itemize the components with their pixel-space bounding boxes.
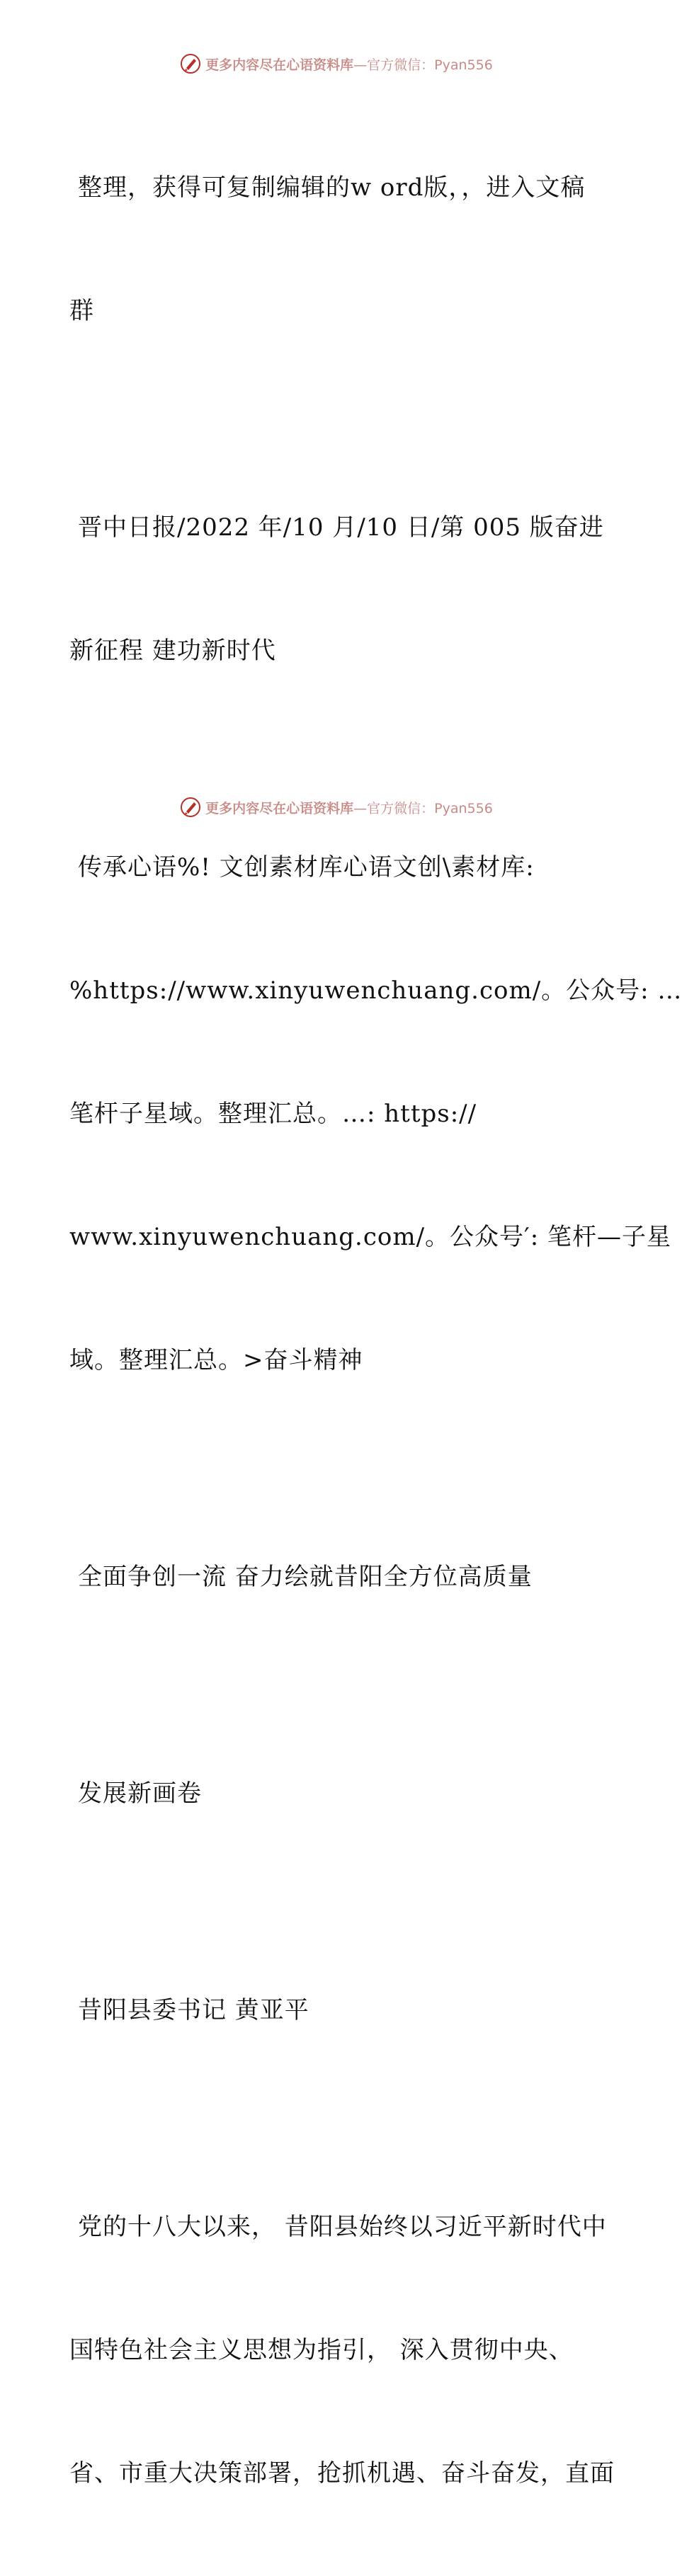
pen-logo-icon	[180, 797, 201, 818]
watermark-rest: —官方微信：Pyan556	[353, 57, 493, 73]
watermark-rest: —官方微信：Pyan556	[353, 800, 493, 816]
paragraph	[69, 765, 682, 1463]
text-line: 发展新画卷	[78, 1779, 202, 1808]
paragraph	[69, 85, 608, 414]
text-line: 党的十八大以来， 昔阳县始终以习近平新时代中	[78, 2213, 607, 2241]
text-line: 全面争创一流 奋力绘就昔阳全方位高质量	[78, 1563, 533, 1591]
text-line: 昔阳县委书记 黄亚平	[78, 1996, 309, 2024]
watermark-text	[205, 55, 493, 74]
text-line: 域。整理汇总。>奋斗精神	[69, 1346, 363, 1374]
watermark-banner-top	[0, 50, 673, 78]
text-line: 笔杆子星域。整理汇总。…: https://	[69, 1100, 477, 1128]
paragraph	[69, 1908, 608, 2113]
text-line: 整理，获得可复制编辑的w ord版，，进入文稿	[78, 173, 586, 202]
text-line: 传承心语%! 文创素材库心语文创\素材库:	[78, 853, 535, 882]
watermark-banner-bottom	[0, 793, 673, 821]
watermark-main: 更多内容尽在心语资料库	[205, 57, 354, 73]
text-line: 新征程 建功新时代	[69, 637, 276, 665]
text-line: %https://www.xinyuwenchuang.com/。公众号: …	[69, 976, 682, 1005]
paragraph	[69, 2124, 615, 2576]
watermark-main: 更多内容尽在心语资料库	[205, 800, 354, 816]
text-line: 国特色社会主义思想为指引， 深入贯彻中央、	[69, 2336, 574, 2364]
text-line: 晋中日报/2022 年/10 月/10 日/第 005 版奋进	[78, 513, 604, 542]
text-line: 省、市重大决策部署，抢抓机遇、奋斗奋发，直面	[69, 2459, 615, 2487]
document-body	[69, 85, 682, 2576]
paragraph	[69, 1691, 608, 1896]
paragraph	[69, 425, 608, 753]
watermark-text	[205, 798, 493, 817]
paragraph	[69, 1474, 608, 1680]
text-line: 群	[69, 297, 94, 325]
pen-logo-icon	[180, 53, 201, 74]
text-line: www.xinyuwenchuang.com/。公众号′: 笔杆—子星	[69, 1223, 672, 1251]
